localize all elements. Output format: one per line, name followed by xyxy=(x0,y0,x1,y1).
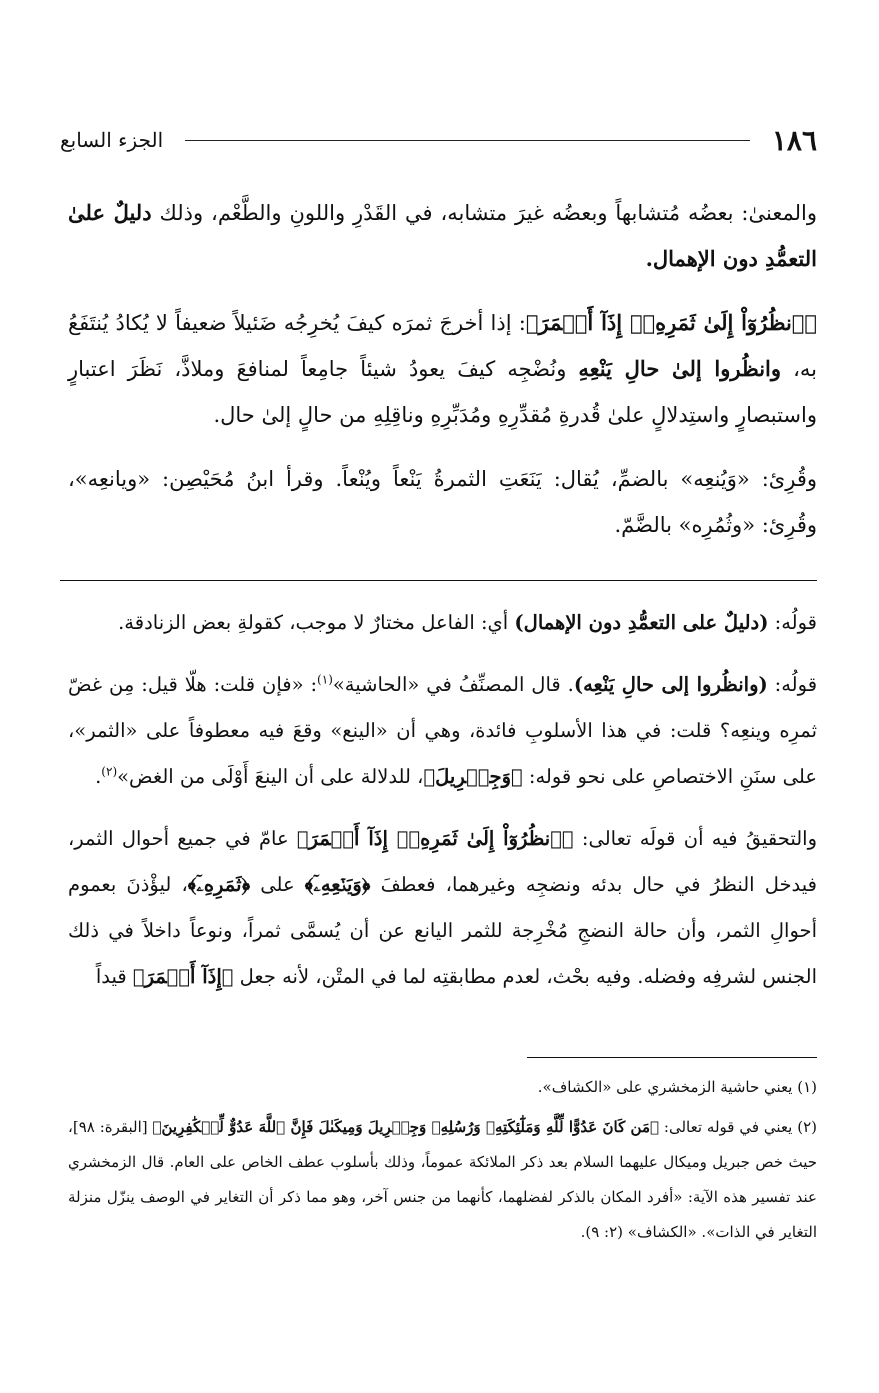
text-span: والتحقيقُ فيه أن قولَه تعالى: xyxy=(573,827,817,850)
emphasized-text: وانظُروا إلىٰ حالِ يَنْعِهِ xyxy=(578,356,782,381)
text-span: ، ليؤْذنَ بعموم أحوالِ الثمر، وأن حالة النضجِ مُخْرِجة للثمر اليانع عن أن يُسمَّى ثمراً، ونوعاً داخلاً في ذلك الجنس لشرفِه وفضله. وفيه بحْث، لعدم مطابقتِه لما في المتْن، لأنه جعل xyxy=(68,873,817,988)
commentary-paragraph xyxy=(68,816,817,1000)
quran-verse: ﴿ثَمَرِهِۦٓ﴾ xyxy=(187,873,251,896)
text-span: . xyxy=(95,765,102,788)
quoted-phrase: (دليلٌ على التعمُّدِ دون الإهمال) xyxy=(514,611,769,634)
text-span: . قال المصنِّفُ في «الحاشية» xyxy=(332,673,574,696)
main-paragraph xyxy=(68,190,817,282)
page-number: ١٨٦ xyxy=(771,123,817,157)
quran-verse: ﴿مَن كَانَ عَدُوًّا لِّلَّهِ وَمَلَٰٓئِكَتِهِۦ وَرُسُلِهِۦ وَجِبۡرِيلَ وَمِيكَىٰلَ فَإِنَّ ٱللَّهَ عَدُوٌّ لِّلۡكَٰفِرِينَ﴾ xyxy=(152,1118,660,1136)
quran-verse: ﴿وَيَنۡعِهِۦٓ﴾ xyxy=(304,873,371,896)
footnote-divider xyxy=(527,1057,817,1058)
text-span: قولُه: xyxy=(768,611,817,634)
commentary-divider xyxy=(60,580,817,581)
commentary-paragraph xyxy=(68,662,817,800)
text-span: أي: الفاعل مختارٌ لا موجب، كقولةِ بعض الزنادقة. xyxy=(118,611,515,634)
text-span: ، للدلالة على أن الينعَ أَوْلَى من الغض» xyxy=(117,765,424,788)
quran-verse: ﴿إِذَآ أَثۡمَرَ﴾ xyxy=(132,965,234,988)
emphasized-text: دليلٌ علىٰ التعمُّدِ دون الإهمال. xyxy=(68,200,817,271)
text-span: [البقرة: ٩٨]، حيث خص جبريل وميكال عليهما السلام بعد ذكر الملائكة عموماً، وذلك بأسلوب عطف الخاص على العام. قال الزمخشري عند تفسير هذه الآية: «أفرد المكان بالذكر لفضلهما، كأنهما من جنس آخر، وهو مما ذكر أن التغاير في الوصف ينزّل منزلة التغاير في الذات». «الكشاف» (٢: ٩). xyxy=(68,1118,817,1241)
footnotes xyxy=(68,1070,817,1255)
footnote-marker[interactable]: (٢) xyxy=(101,764,118,779)
text-span: : «فإن قلت: هلّا قيل: مِن غضّ ثمرِه وينعِه؟ قلت: في هذا الأسلوبِ فائدة، وهي أن «الينع» وقعَ فيه معطوفاً على «الثمر»، على سنَنِ الاختصاصِ على نحو قوله: xyxy=(68,673,817,788)
main-paragraph xyxy=(68,300,817,438)
text-span: على xyxy=(250,873,305,896)
text-span: : إذا أخرجَ ثمرَه كيفَ يُخرِجُه ضَئيلاً ضعيفاً لا يُكادُ يُنتَفَعُ به، xyxy=(68,311,817,381)
footnote-2 xyxy=(68,1110,817,1250)
quran-verse: ﴿وَجِبۡرِيلَ﴾ xyxy=(423,765,523,788)
commentary-paragraph xyxy=(68,600,817,646)
main-text xyxy=(68,190,817,566)
text-span: (٢) يعني في قوله تعالى: xyxy=(659,1118,817,1136)
footnote-1: (١) يعني حاشية الزمخشري على «الكشاف». xyxy=(537,1078,817,1096)
footnote-marker[interactable]: (١) xyxy=(317,672,333,687)
header-divider xyxy=(185,140,750,141)
text-span: عامّ في جميع أحوال الثمر، فيدخل النظرُ في حال بدئه ونضجِه وغيرهما، فعطفَ xyxy=(68,827,817,896)
page-header xyxy=(60,120,817,160)
quran-verse: ﴿ٱنظُرُوٓاْ إِلَىٰ ثَمَرِهِۦٓ إِذَآ أَثۡمَرَ﴾ xyxy=(525,310,817,335)
volume-title: الجزء السابع xyxy=(60,128,164,152)
quran-verse: ﴿ٱنظُرُوٓاْ إِلَىٰ ثَمَرِهِۦٓ إِذَآ أَثۡمَرَ﴾ xyxy=(296,827,574,850)
text-span: قيداً xyxy=(95,965,133,988)
commentary-text xyxy=(68,600,817,1016)
text-span: ونُضْجِه كيفَ يعودُ شيئاً جامِعاً لمنافعَ وملاذَّ، نَظَرَ اعتبارٍ واستبصارٍ واستِدلالٍ علىٰ قُدرةِ مُقدِّرِهِ ومُدَبِّرِهِ وناقِلِهِ من حالٍ إلىٰ حال. xyxy=(68,357,817,427)
text-span: قولُه: xyxy=(767,673,818,696)
text-span: والمعنىٰ: بعضُه مُتشابهاً وبعضُه غيرَ متشابه، في القَدْرِ واللونِ والطَّعْم، وذلك xyxy=(151,201,817,225)
quoted-phrase: (وانظُروا إلى حالِ يَنْعِه) xyxy=(573,673,768,696)
main-paragraph: وقُرِئ: «وَيُنعِه» بالضمِّ، يُقال: يَنَعَتِ الثمرةُ يَنْعاً ويُنْعاً. وقرأ ابنُ مُحَيْصِن: «ويانعِه»، وقُرِئ: «وثُمُرِه» بالضَّمّ. xyxy=(68,467,817,537)
